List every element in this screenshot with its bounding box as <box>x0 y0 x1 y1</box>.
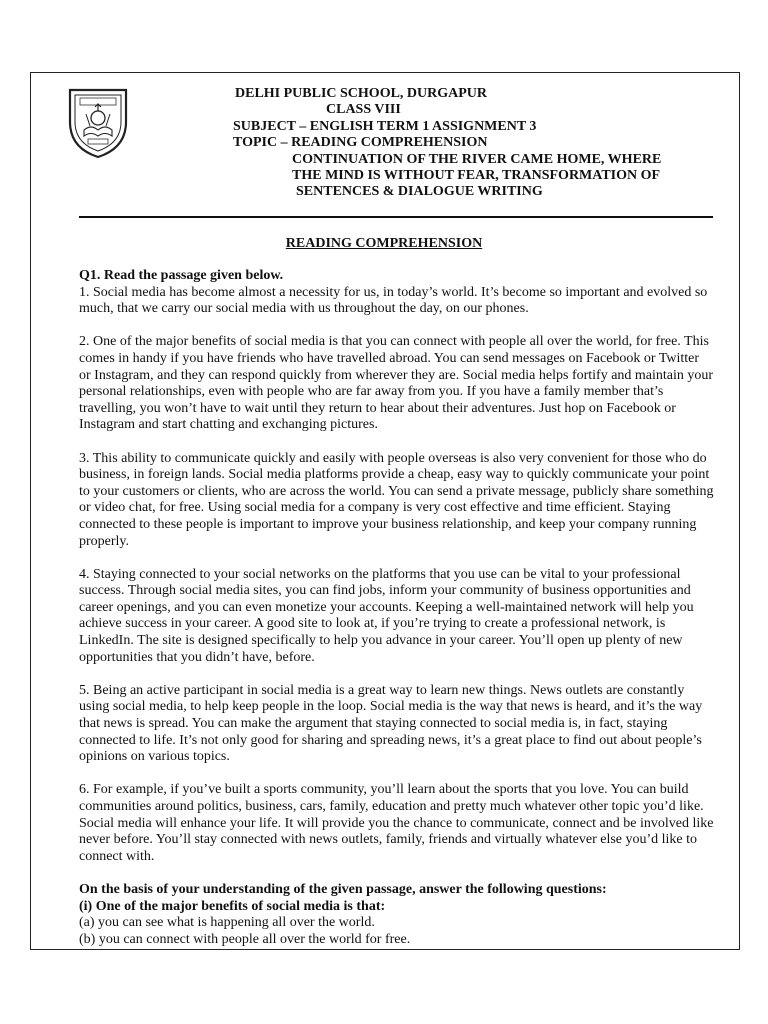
topic-line-2: THE MIND IS WITHOUT FEAR, TRANSFORMATION OF <box>292 168 661 183</box>
header-divider <box>79 216 713 218</box>
topic-label: TOPIC – READING COMPREHENSION <box>233 135 488 150</box>
option-a: (a) you can see what is happening all over the world. <box>79 915 375 931</box>
class-label: CLASS VIII <box>326 102 401 117</box>
question-heading: Q1. Read the passage given below. <box>79 268 284 283</box>
paragraph-1: 1. Social media has become almost a necessity for us, in today’s world. It’s become so important and evolved so much, that we carry our social media with us throughout the day, on our phones. <box>79 284 708 317</box>
school-crest-icon <box>66 84 130 160</box>
paragraph-4: 4. Staying connected to your social networks on the platforms that you use can be vital to your professional success. Through social media sites, you can find jobs, inform your community of business opportunities and career openings, and you can even monetize your accounts. Keeping a well-maintained network will help you achieve success in your career. A good site to look at, if you’re trying to create a professional network, is LinkedIn. The site is designed specifically to help you advance in your career. You’ll open up plenty of new opportunities that you didn’t have, before. <box>79 566 694 665</box>
instruction: On the basis of your understanding of the given passage, answer the following questions: <box>79 881 607 897</box>
paragraph-2: 2. One of the major benefits of social media is that you can connect with people all over the world, for free. This comes in handy if you have friends who have travelled abroad. You can send messages on Facebook or Twitter or Instagram, and they can respond quickly from wherever they are. Social media helps fortify and maintain your personal relationships, even with people who are far away from you. If you have a family member that’s travelling, you won’t have to wait until they return to hear about their adventures. Just hop on Facebook or Instagram and start chatting and exchanging pictures. <box>79 334 714 433</box>
section-title: READING COMPREHENSION <box>285 236 483 251</box>
paragraph-3: 3. This ability to communicate quickly and easily with people overseas is also very convenient for those who do business, in foreign lands. Social media platforms provide a cheap, easy way to quickly communicate your point to your customers or clients, who are across the world. You can send a private message, publicly share something or video chat, for free. Using social media for a company is very cost effective and time efficient. Staying connected to these people is important to improve your business relationship, and keep your company running properly. <box>79 450 714 549</box>
topic-line-3: SENTENCES & DIALOGUE WRITING <box>296 184 543 199</box>
question-1: (i) One of the major benefits of social media is that: <box>79 898 386 914</box>
option-b: (b) you can connect with people all over the world for free. <box>79 931 411 947</box>
subject-label: SUBJECT – ENGLISH TERM 1 ASSIGNMENT 3 <box>233 119 537 134</box>
topic-line-1: CONTINUATION OF THE RIVER CAME HOME, WHERE <box>292 152 662 167</box>
paragraph-5: 5. Being an active participant in social media is a great way to learn new things. News outlets are constantly using social media, to help keep people in the loop. Social media is the way that news is heard, and it’s the way that news is spread. You can make the argument that staying connected to social media is, in fact, staying connected to life. It’s not only good for sharing and spreading news, it’s a great place to find out about people’s opinions on various topics. <box>79 682 703 765</box>
school-name: DELHI PUBLIC SCHOOL, DURGAPUR <box>235 86 488 101</box>
paragraph-6: 6. For example, if you’ve built a sports community, you’ll learn about the sports that you love. You can build communities around politics, business, cars, family, education and pretty much whatever other topic you’d like. Social media will enhance your life. It will provide you the chance to communicate, connect and be involved like never before. You’ll stay connected with news outlets, family, friends and virtually whatever else you’d like to connect with. <box>79 782 714 864</box>
passage-body <box>79 268 714 948</box>
